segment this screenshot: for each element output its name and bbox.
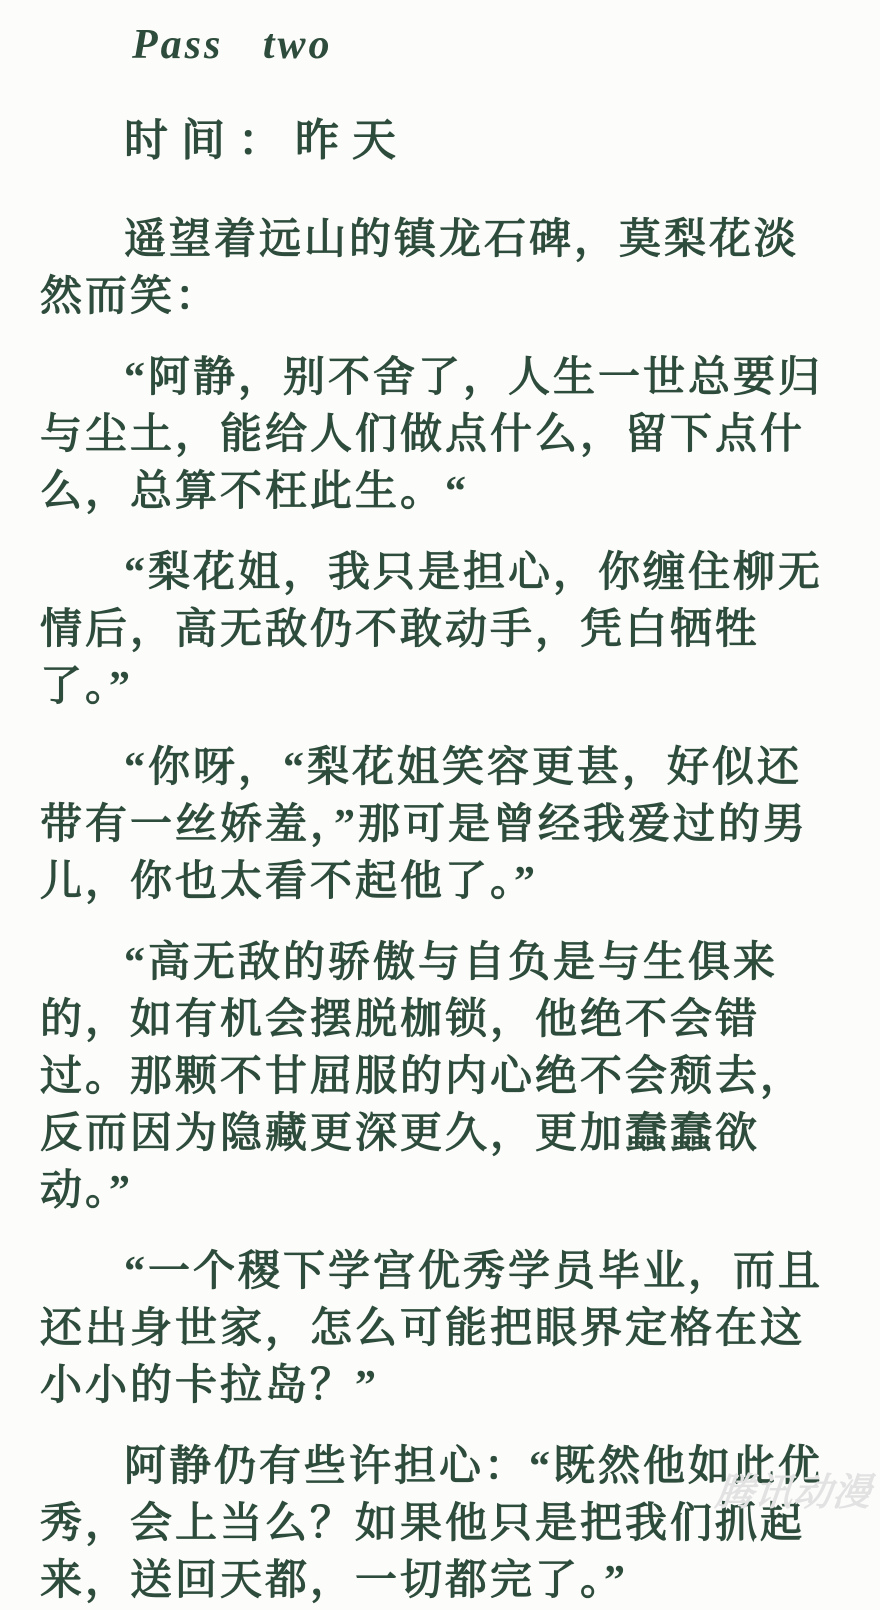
story-text-block bbox=[0, 212, 880, 1610]
tencent-comics-watermark: 腾讯动漫 bbox=[713, 1472, 874, 1514]
narration-paragraph: 遥望着远山的镇龙石碑，莫梨花淡然而笑： bbox=[40, 217, 800, 320]
dialogue-paragraph: 阿静仍有些许担心：“既然他如此优秀，会上当么？如果他只是把我们抓起来，送回天都，一切都完了。” bbox=[40, 1444, 824, 1604]
dialogue-paragraph: “梨花姐，我只是担心，你缠住柳无情后，高无敌仍不敢动手，凭白牺牲了。” bbox=[40, 550, 824, 710]
dialogue-paragraph: “一个稷下学宫优秀学员毕业，而且还出身世家，怎么可能把眼界定格在这小小的卡拉岛？” bbox=[40, 1249, 824, 1409]
dialogue-paragraph: “你呀，“梨花姐笑容更甚，好似还带有一丝娇羞，”那可是曾经我爱过的男儿，你也太看不起他了。” bbox=[40, 745, 809, 905]
dialogue-paragraph: “阿静，别不舍了，人生一世总要归与尘土，能给人们做点什么，留下点什么，总算不枉此生。“ bbox=[40, 355, 824, 515]
page-title: Pass two bbox=[132, 22, 333, 68]
dialogue-paragraph: “高无敌的骄傲与自负是与生俱来的，如有机会摆脱枷锁，他绝不会错过。那颗不甘屈服的内心绝不会颓去，反而因为隐藏更深更久，更加蠢蠢欲动。” bbox=[40, 940, 806, 1214]
time-line: 时间：昨天 bbox=[124, 116, 409, 165]
